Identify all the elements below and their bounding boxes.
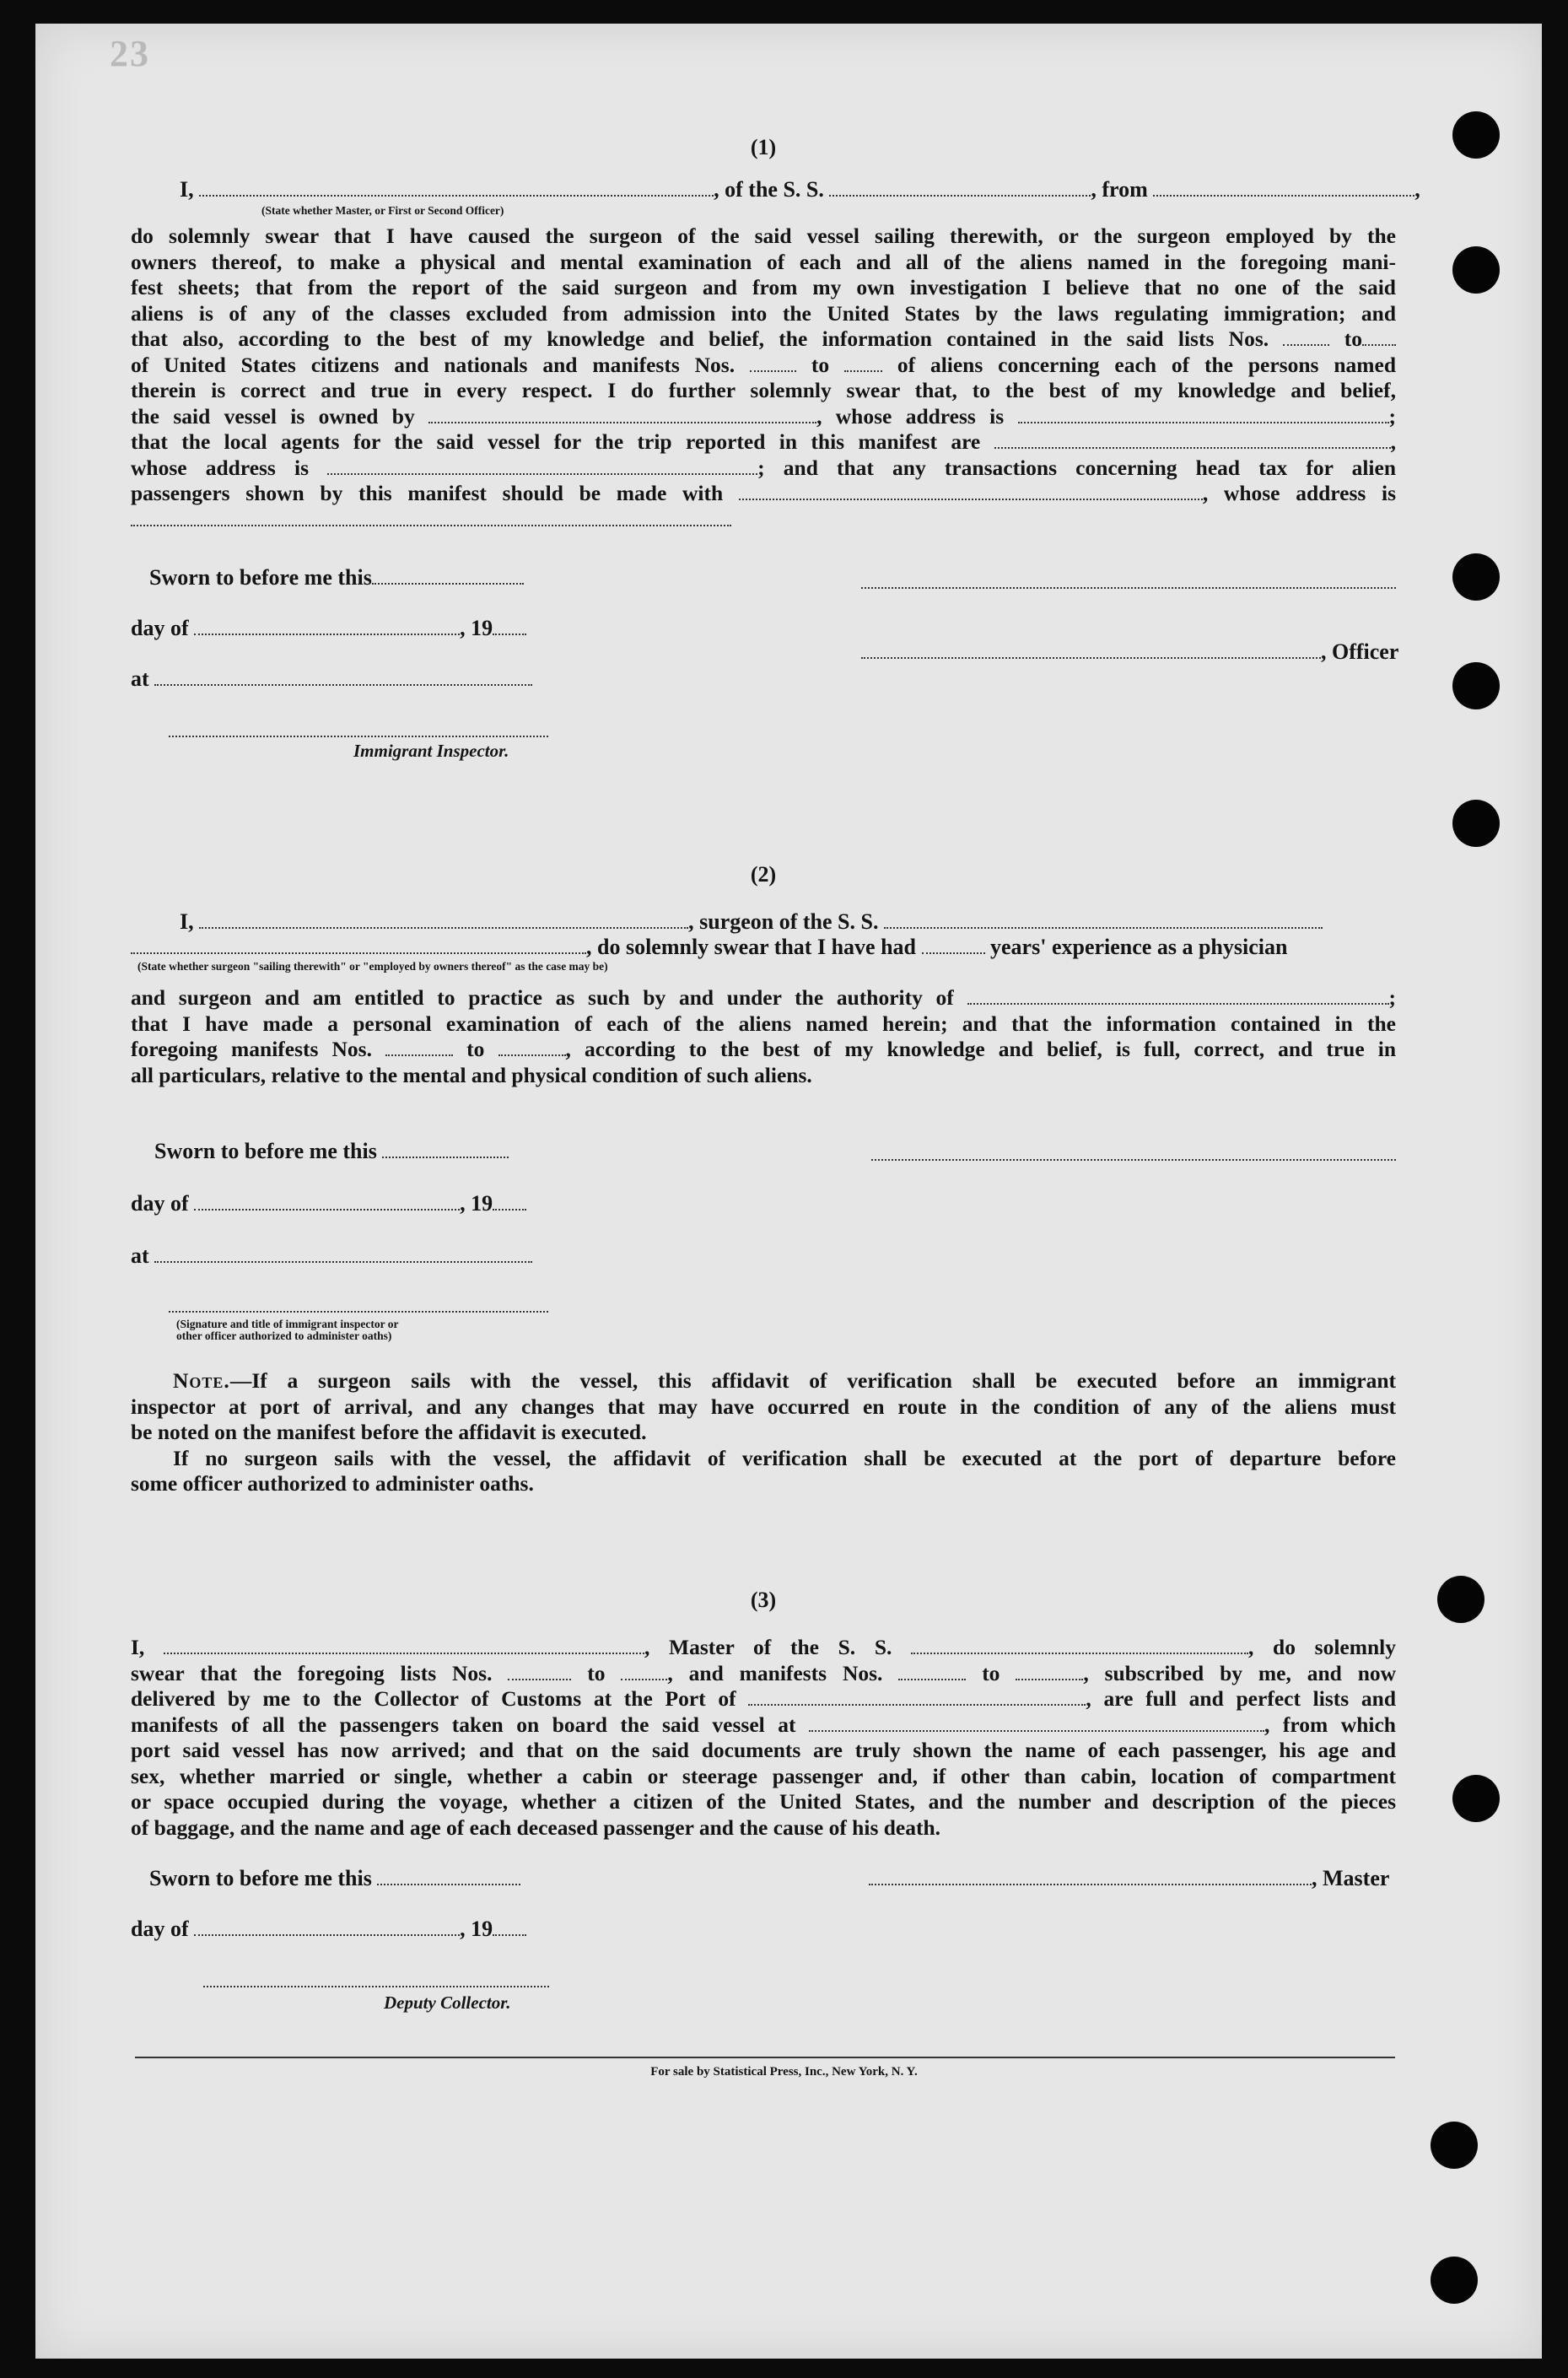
affidavit-text: owners thereof, to make a physical and mental examination of each and all of the aliens named in the foregoing mani- (131, 249, 1396, 274)
surgeon-name-field[interactable] (199, 910, 688, 929)
note-text: be noted on the manifest before the affidavit is executed. (131, 1420, 647, 1444)
affidavit-text: all particulars, relative to the mental and physical condition of such aliens. (131, 1062, 812, 1087)
owner-address-field[interactable] (1018, 405, 1389, 423)
master-signature-line: , Master (869, 1866, 1389, 1891)
affidavit-text: port said vessel has now arrived; and that on the said documents are truly shown the name of each passenger, his age and (131, 1738, 1396, 1762)
master-line: I, , of the S. S. , from , (180, 177, 1420, 202)
collector-caption: Deputy Collector. (384, 1992, 511, 2013)
officer-rank-hint: (State whether Master, or First or Second Officer) (261, 204, 504, 217)
signature-hint: other officer authorized to administer oaths) (176, 1329, 392, 1342)
surgeon-status-field[interactable] (131, 936, 586, 954)
manifests-from-field[interactable] (750, 353, 796, 372)
officer-title-field[interactable] (861, 640, 1321, 659)
surgeon-vessel-field[interactable] (884, 910, 1323, 929)
affidavit-text: sex, whether married or single, whether a cabin or steerage passenger and, if other than cabin, location of compartment (131, 1763, 1396, 1788)
surgeon-line: I, , surgeon of the S. S. (180, 909, 1323, 935)
collector-signature-field[interactable] (203, 1986, 549, 1987)
year-field[interactable] (493, 1192, 526, 1211)
inspector-signature-field[interactable] (169, 1311, 548, 1313)
year-field[interactable] (493, 1917, 526, 1936)
master-name-field[interactable] (164, 1636, 644, 1654)
lists-from-field[interactable] (1283, 327, 1329, 346)
affidavit-text: therein is correct and true in every respect. I do further solemnly swear that, to the best of my knowledge and belief, (131, 378, 1396, 402)
punch-hole (1452, 662, 1500, 709)
day-of-line: day of , 19 (131, 1191, 526, 1216)
note-text: some officer authorized to administer oaths. (131, 1471, 534, 1496)
licensing-authority-field[interactable] (967, 986, 1389, 1005)
affidavit-text: passengers shown by this manifest should be made with , whose address is (131, 481, 1397, 505)
vessel-name-field[interactable] (829, 178, 1091, 197)
master-signature-field[interactable] (869, 1867, 1312, 1885)
manifests-from-field[interactable] (898, 1662, 966, 1680)
note-text: inspector at port of arrival, and any changes that may have occurred en route in the condition of any of the aliens must (131, 1394, 1396, 1419)
punch-hole (1452, 1775, 1500, 1822)
inspector-signature-field[interactable] (169, 736, 548, 737)
surgeon-signature-field[interactable] (871, 1159, 1396, 1161)
printer-credit: For sale by Statistical Press, Inc., New York, N. Y. (650, 2065, 918, 2079)
owner-field[interactable] (428, 405, 816, 423)
section-number: (2) (750, 862, 777, 887)
departure-port-field[interactable] (1153, 178, 1414, 197)
affidavit-text: swear that the foregoing lists Nos. to , and manifests Nos. to , subscribed by me, and now (131, 1660, 1397, 1685)
head-tax-contact-field[interactable] (739, 482, 1203, 500)
signature-hint: (Signature and title of immigrant inspector or (176, 1318, 399, 1330)
day-month-field[interactable] (194, 1192, 460, 1211)
sworn-date-field[interactable] (382, 1140, 509, 1158)
at-line: at (131, 1243, 532, 1269)
page-corner-number: 23 (110, 33, 150, 74)
footer-rule (135, 2057, 1395, 2058)
day-of-line: day of , 19 (131, 1917, 526, 1942)
affidavit-text: of United States citizens and nationals and manifests Nos. to of aliens concerning each of the persons named (131, 352, 1397, 377)
surgeon-status-line: , do solemnly swear that I have had years' experience as a physician (131, 935, 1287, 960)
affidavit-text: do solemnly swear that I have caused the surgeon of the said vessel sailing therewith, or the surgeon employed by the (131, 224, 1396, 248)
embarkation-port-field[interactable] (809, 1713, 1264, 1732)
affidavit-text: that also, according to the best of my knowledge and belief, the information contained in the said lists Nos. to (131, 326, 1396, 353)
years-experience-field[interactable] (922, 936, 985, 954)
surgeon-status-hint: (State whether surgeon "sailing therewith" or "employed by owners thereof" as the case may be) (137, 960, 608, 973)
at-location-field[interactable] (154, 1244, 532, 1263)
punch-hole (1431, 2122, 1478, 2169)
manifests-to-field[interactable] (1016, 1662, 1083, 1680)
affidavit-text: manifests of all the passengers taken on board the said vessel at , from which (131, 1712, 1396, 1737)
sworn-line: Sworn to before me this (149, 565, 524, 590)
punch-hole (1452, 553, 1500, 601)
head-tax-address-field[interactable] (131, 525, 731, 526)
affidavit-text: of baggage, and the name and age of each deceased passenger and the cause of his death. (131, 1815, 941, 1840)
arrival-port-field[interactable] (748, 1687, 1086, 1706)
local-agents-field[interactable] (994, 430, 1391, 449)
sworn-line: Sworn to before me this (149, 1866, 520, 1891)
at-location-field[interactable] (154, 667, 532, 686)
affidavit-text: fest sheets; that from the report of the said surgeon and from my own investigation I believe that no one of the said (131, 275, 1396, 299)
note-text: If no surgeon sails with the vessel, the affidavit of verification shall be executed at the port of departure before (173, 1445, 1396, 1470)
punch-hole (1437, 1576, 1484, 1623)
section-3-master-delivery-affidavit (131, 1588, 1396, 2026)
affidavit-text: whose address is ; and that any transactions concerning head tax for alien (131, 455, 1397, 480)
affidavit-text: the said vessel is owned by , whose address is ; (131, 403, 1397, 429)
sworn-date-field[interactable] (372, 566, 524, 585)
manifests-to-field[interactable] (498, 1038, 566, 1056)
lists-to-field[interactable] (1362, 327, 1396, 346)
day-of-line: day of , 19 (131, 616, 526, 641)
affidavit-text: aliens is of any of the classes excluded from admission into the United States by the laws regulating immigration; and (131, 300, 1396, 326)
affidavit-text: and surgeon and am entitled to practice as such by and under the authority of ; (131, 985, 1396, 1010)
punch-hole (1452, 800, 1500, 847)
year-field[interactable] (493, 617, 526, 635)
sworn-line: Sworn to before me this (154, 1139, 509, 1164)
section-2-surgeon-affidavit (131, 862, 1396, 1520)
affidavit-text: I, , Master of the S. S. , do solemnly (131, 1635, 1396, 1659)
day-month-field[interactable] (194, 1917, 460, 1936)
section-number: (1) (750, 135, 777, 159)
officer-name-field[interactable] (199, 178, 714, 197)
sworn-date-field[interactable] (377, 1867, 520, 1885)
day-month-field[interactable] (194, 617, 460, 635)
punch-hole (1452, 111, 1500, 159)
affidavit-text: or space occupied during the voyage, whether a citizen of the United States, and the number and description of the pieces (131, 1789, 1396, 1814)
section-number: (3) (750, 1588, 777, 1612)
inspector-caption: Immigrant Inspector. (353, 741, 509, 761)
manifests-to-field[interactable] (844, 353, 882, 372)
affidavit-text: foregoing manifests Nos. to , according to the best of my knowledge and belief, is full, correct, and true in (131, 1037, 1397, 1061)
agents-address-field[interactable] (327, 456, 757, 475)
officer-signature-field[interactable] (861, 587, 1396, 589)
lists-to-field[interactable] (621, 1662, 667, 1680)
at-line: at (131, 666, 532, 692)
officer-title-line: , Officer (861, 639, 1398, 665)
punch-hole (1431, 2257, 1478, 2304)
affidavit-text: delivered by me to the Collector of Customs at the Port of , are full and perfect lists and (131, 1686, 1397, 1711)
affidavit-text: that I have made a personal examination of each of the aliens named herein; and that the information contained in the (131, 1011, 1396, 1036)
punch-hole (1452, 246, 1500, 294)
section-1-master-affidavit (131, 127, 1420, 768)
lists-from-field[interactable] (508, 1662, 571, 1680)
manifests-from-field[interactable] (385, 1038, 453, 1056)
vessel-name-field[interactable] (911, 1636, 1248, 1654)
note-text: Note.—If a surgeon sails with the vessel, this affidavit of verification shall be executed before an immigrant (173, 1368, 1396, 1393)
affidavit-text: that the local agents for the said vessel for the trip reported in this manifest are , (131, 429, 1397, 454)
